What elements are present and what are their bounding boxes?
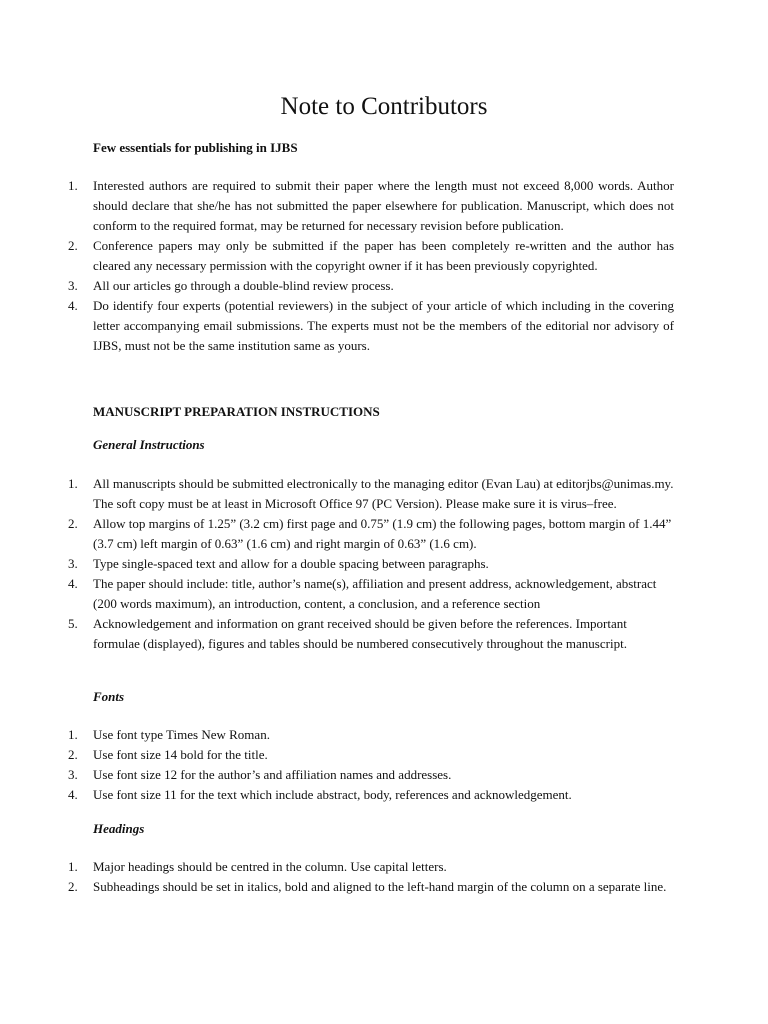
- item-number: 4.: [68, 787, 78, 802]
- item-text: Interested authors are required to submit their paper where the length must not exceed 8,000 words. Author should declare that she/he has not submitted the paper elsewhere for publication. Manuscript, which does not conform to the required format, may be returned for necessary revision before publication.: [93, 178, 674, 233]
- item-text: Conference papers may only be submitted if the paper has been completely re-written and the author has cleared any necessary permission with the copyright owner if it has been previously copyrighted.: [93, 238, 674, 273]
- item-number: 2.: [68, 747, 78, 762]
- item-text: The paper should include: title, author’s name(s), affiliation and present address, acknowledgement, abstract (200 words maximum), an introduction, content, a conclusion, and a reference section: [93, 576, 657, 611]
- item-text: Acknowledgement and information on grant received should be given before the references. Important formulae (displayed), figures and tables should be numbered consecutively throughout the manuscript.: [93, 616, 627, 651]
- list-item: [0, 176, 768, 236]
- item-number: 1.: [68, 178, 78, 193]
- list-item: [0, 857, 768, 877]
- item-number: 2.: [68, 238, 78, 253]
- item-number: 1.: [68, 476, 78, 491]
- item-number: 3.: [68, 556, 78, 571]
- item-text: Use font size 11 for the text which include abstract, body, references and acknowledgement.: [93, 787, 572, 802]
- list-item: [0, 877, 768, 897]
- list-item: [0, 745, 768, 765]
- item-number: 2.: [68, 879, 78, 894]
- list-item: [0, 574, 768, 614]
- item-text: All our articles go through a double-blind review process.: [93, 278, 394, 293]
- headings-list: [0, 857, 768, 897]
- list-item: [0, 725, 768, 745]
- item-text: Use font type Times New Roman.: [93, 727, 270, 742]
- item-number: 3.: [68, 767, 78, 782]
- item-number: 4.: [68, 298, 78, 313]
- list-item: [0, 785, 768, 805]
- item-number: 5.: [68, 616, 78, 631]
- manuscript-heading: MANUSCRIPT PREPARATION INSTRUCTIONS: [93, 404, 380, 419]
- list-item: [0, 614, 768, 654]
- general-instructions-heading: General Instructions: [93, 437, 205, 452]
- list-item: [0, 276, 768, 296]
- list-item: [0, 765, 768, 785]
- page-title: Note to Contributors: [280, 93, 488, 120]
- essentials-list: [0, 176, 768, 356]
- list-item: [0, 514, 768, 554]
- headings-heading: Headings: [93, 821, 145, 836]
- list-item: [0, 236, 768, 276]
- item-text: Use font size 14 bold for the title.: [93, 747, 268, 762]
- item-number: 2.: [68, 516, 78, 531]
- list-item: [0, 474, 768, 514]
- item-number: 4.: [68, 576, 78, 591]
- list-item: [0, 296, 768, 356]
- fonts-list: [0, 725, 768, 805]
- fonts-heading: Fonts: [93, 689, 125, 704]
- item-text: Do identify four experts (potential reviewers) in the subject of your article of which including in the covering letter accompanying email submissions. The experts must not be the members of the editorial nor advisory of IJBS, must not be the same institution same as yours.: [93, 298, 674, 353]
- item-number: 3.: [68, 278, 78, 293]
- item-number: 1.: [68, 859, 78, 874]
- item-number: 1.: [68, 727, 78, 742]
- essentials-heading: Few essentials for publishing in IJBS: [93, 140, 298, 155]
- item-text: Use font size 12 for the author’s and affiliation names and addresses.: [93, 767, 452, 782]
- general-instructions-list: [0, 474, 768, 654]
- item-text: All manuscripts should be submitted electronically to the managing editor (Evan Lau) at editorjbs@unimas.my. The soft copy must be at least in Microsoft Office 97 (PC Version). Please make sure it is virus–free.: [93, 476, 674, 511]
- item-text: Allow top margins of 1.25” (3.2 cm) first page and 0.75” (1.9 cm) the following pages, bottom margin of 1.44” (3.7 cm) left margin of 0.63” (1.6 cm) and right margin of 0.63” (1.6 cm).: [93, 516, 672, 551]
- list-item: [0, 554, 768, 574]
- item-text: Major headings should be centred in the column. Use capital letters.: [93, 859, 447, 874]
- item-text: Subheadings should be set in italics, bold and aligned to the left-hand margin of the column on a separate line.: [93, 879, 667, 894]
- item-text: Type single-spaced text and allow for a double spacing between paragraphs.: [93, 556, 489, 571]
